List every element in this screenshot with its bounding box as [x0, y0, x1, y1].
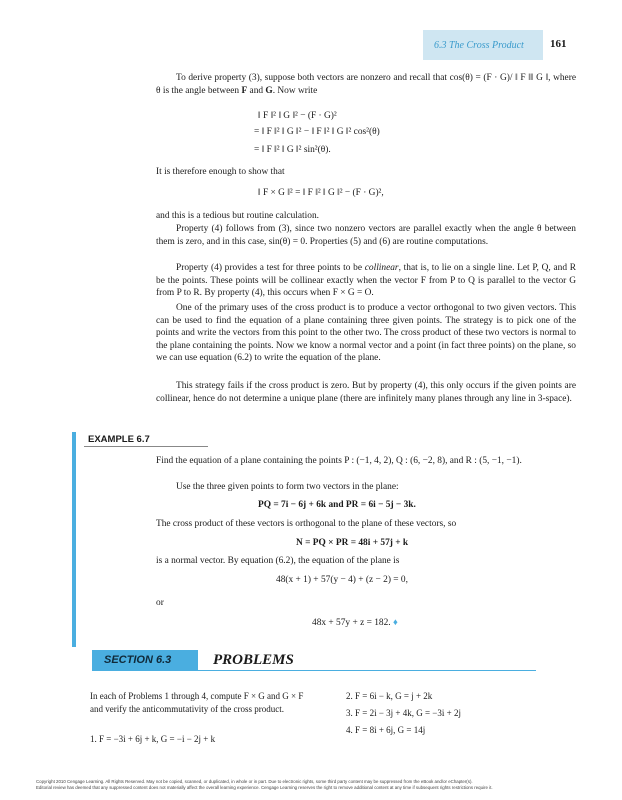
symbol-F: F	[241, 85, 248, 96]
example-vectors: PQ = 7i − 6j + 6k and PR = 6i − 5j − 3k.	[258, 500, 416, 510]
equation-line-1: ‖ F ‖² ‖ G ‖² − (F · G)²	[258, 111, 337, 121]
example-problem-statement: Find the equation of a plane containing the points P : (−1, 4, 2), Q : (6, −2, 8), and R : (5, −1, −1).	[156, 456, 522, 466]
plane-equation-final: 48x + 57y + z = 182.	[312, 618, 391, 628]
problems-instructions-line1: In each of Problems 1 through 4, compute F × G and G × F	[90, 691, 304, 701]
end-of-example-diamond-icon: ♦	[392, 618, 398, 628]
paragraph-collinear	[156, 262, 576, 300]
page-number: 161	[550, 38, 567, 50]
paragraph-strategy-fails: This strategy fails if the cross product is zero. But by property (4), this only occurs if the given points are collinear, hence do not determine a unique plane (there are infinitely many planes through any line in 3-space).	[156, 381, 576, 404]
symbol-G: G	[265, 85, 273, 96]
paragraph-property4: Property (4) follows from (3), since two nonzero vectors are parallel exactly when the angle θ between them is zero, and in this case, sin(θ) = 0. Properties (5) and (6) are routine computations.	[156, 224, 576, 247]
term-collinear: collinear	[364, 263, 399, 273]
equation-line-3: = ‖ F ‖² ‖ G ‖² sin²(θ).	[254, 145, 331, 155]
paragraph-property3	[156, 72, 576, 97]
example-side-bar	[72, 432, 76, 647]
equation-line-2: = ‖ F ‖² ‖ G ‖² − ‖ F ‖² ‖ G ‖² cos²(θ)	[254, 127, 380, 137]
example-or: or	[156, 598, 164, 608]
example-plane-equation-1: 48(x + 1) + 57(y − 4) + (z − 2) = 0,	[276, 575, 408, 585]
example-heading: EXAMPLE 6.7	[88, 434, 150, 445]
running-head: 6.3 The Cross Product	[434, 40, 524, 51]
example-normal-vector: N = PQ × PR = 48i + 57j + k	[296, 538, 409, 548]
section-title: PROBLEMS	[213, 652, 294, 668]
section-label: SECTION 6.3	[104, 654, 172, 666]
example-rule	[84, 446, 208, 447]
example-plane-equation-2	[312, 617, 398, 630]
example-normal-text: is a normal vector. By equation (6.2), the equation of the plane is	[156, 556, 400, 566]
copyright-notice	[36, 779, 493, 791]
copyright-line-1: Copyright 2010 Cengage Learning. All Rights Reserved. May not be copied, scanned, or duplicated, in whole or in part. Due to electronic rights, some third party content may be suppressed from the eBook and/or eChapter(s).	[36, 779, 473, 784]
equation-cross-norm: ‖ F × G ‖² = ‖ F ‖² ‖ G ‖² − (F · G)²,	[258, 188, 384, 198]
example-use-points: Use the three given points to form two vectors in the plane:	[176, 482, 399, 492]
paragraph-plane-strategy: One of the primary uses of the cross product is to produce a vector orthogonal to two given vectors. This can be used to find the equation of a plane containing three given points. The strategy is to pick one of the points and write the vectors from this point to the other two. The cross product of these two vectors is normal to the plane containing the points. Now we know a normal vector and a point (in fact three points) on the plane, so we can use equation (6.2) to write the equation of the plane.	[156, 303, 576, 364]
problem-item: 3. F = 2i − 3j + 4k, G = −3i + 2j	[346, 708, 461, 718]
problem-item: 2. F = 6i − k, G = j + 2k	[346, 691, 433, 701]
para3-rest: , that is, to lie on a single line. Let P, Q, and R be the points. These points will be collinear exactly when the vector F from P to Q is parallel to the vector G from P to R. By property (4), this occurs when F × G = O.	[156, 263, 577, 299]
problems-instructions-line2: and verify the anticommutativity of the cross product.	[90, 704, 284, 714]
section-rule	[92, 670, 536, 671]
problem-item: 1. F = −3i + 6j + k, G = −i − 2j + k	[90, 734, 216, 744]
example-cross-text: The cross product of these vectors is orthogonal to the plane of these vectors, so	[156, 519, 457, 529]
para3-text: Property (4) provides a test for three points to be	[176, 263, 365, 273]
copyright-line-2: Editorial review has deemed that any suppressed content does not materially affect the overall learning experience. Cengage Learning reserves the right to remove additional content at any time if subsequent rights restrictions require it.	[36, 785, 493, 790]
para1-end: . Now write	[272, 85, 318, 96]
para1-text: To derive property (3), suppose both vectors are nonzero and recall that cos(θ) = (F · G)/ ‖ F ‖‖ G ‖, where θ is the angle between	[156, 73, 576, 96]
tedious-sentence: and this is a tedious but routine calculation.	[156, 211, 319, 221]
enough-sentence: It is therefore enough to show that	[156, 167, 285, 177]
problem-item: 4. F = 8i + 6j, G = 14j	[346, 725, 426, 735]
para1-and: and	[247, 85, 266, 96]
